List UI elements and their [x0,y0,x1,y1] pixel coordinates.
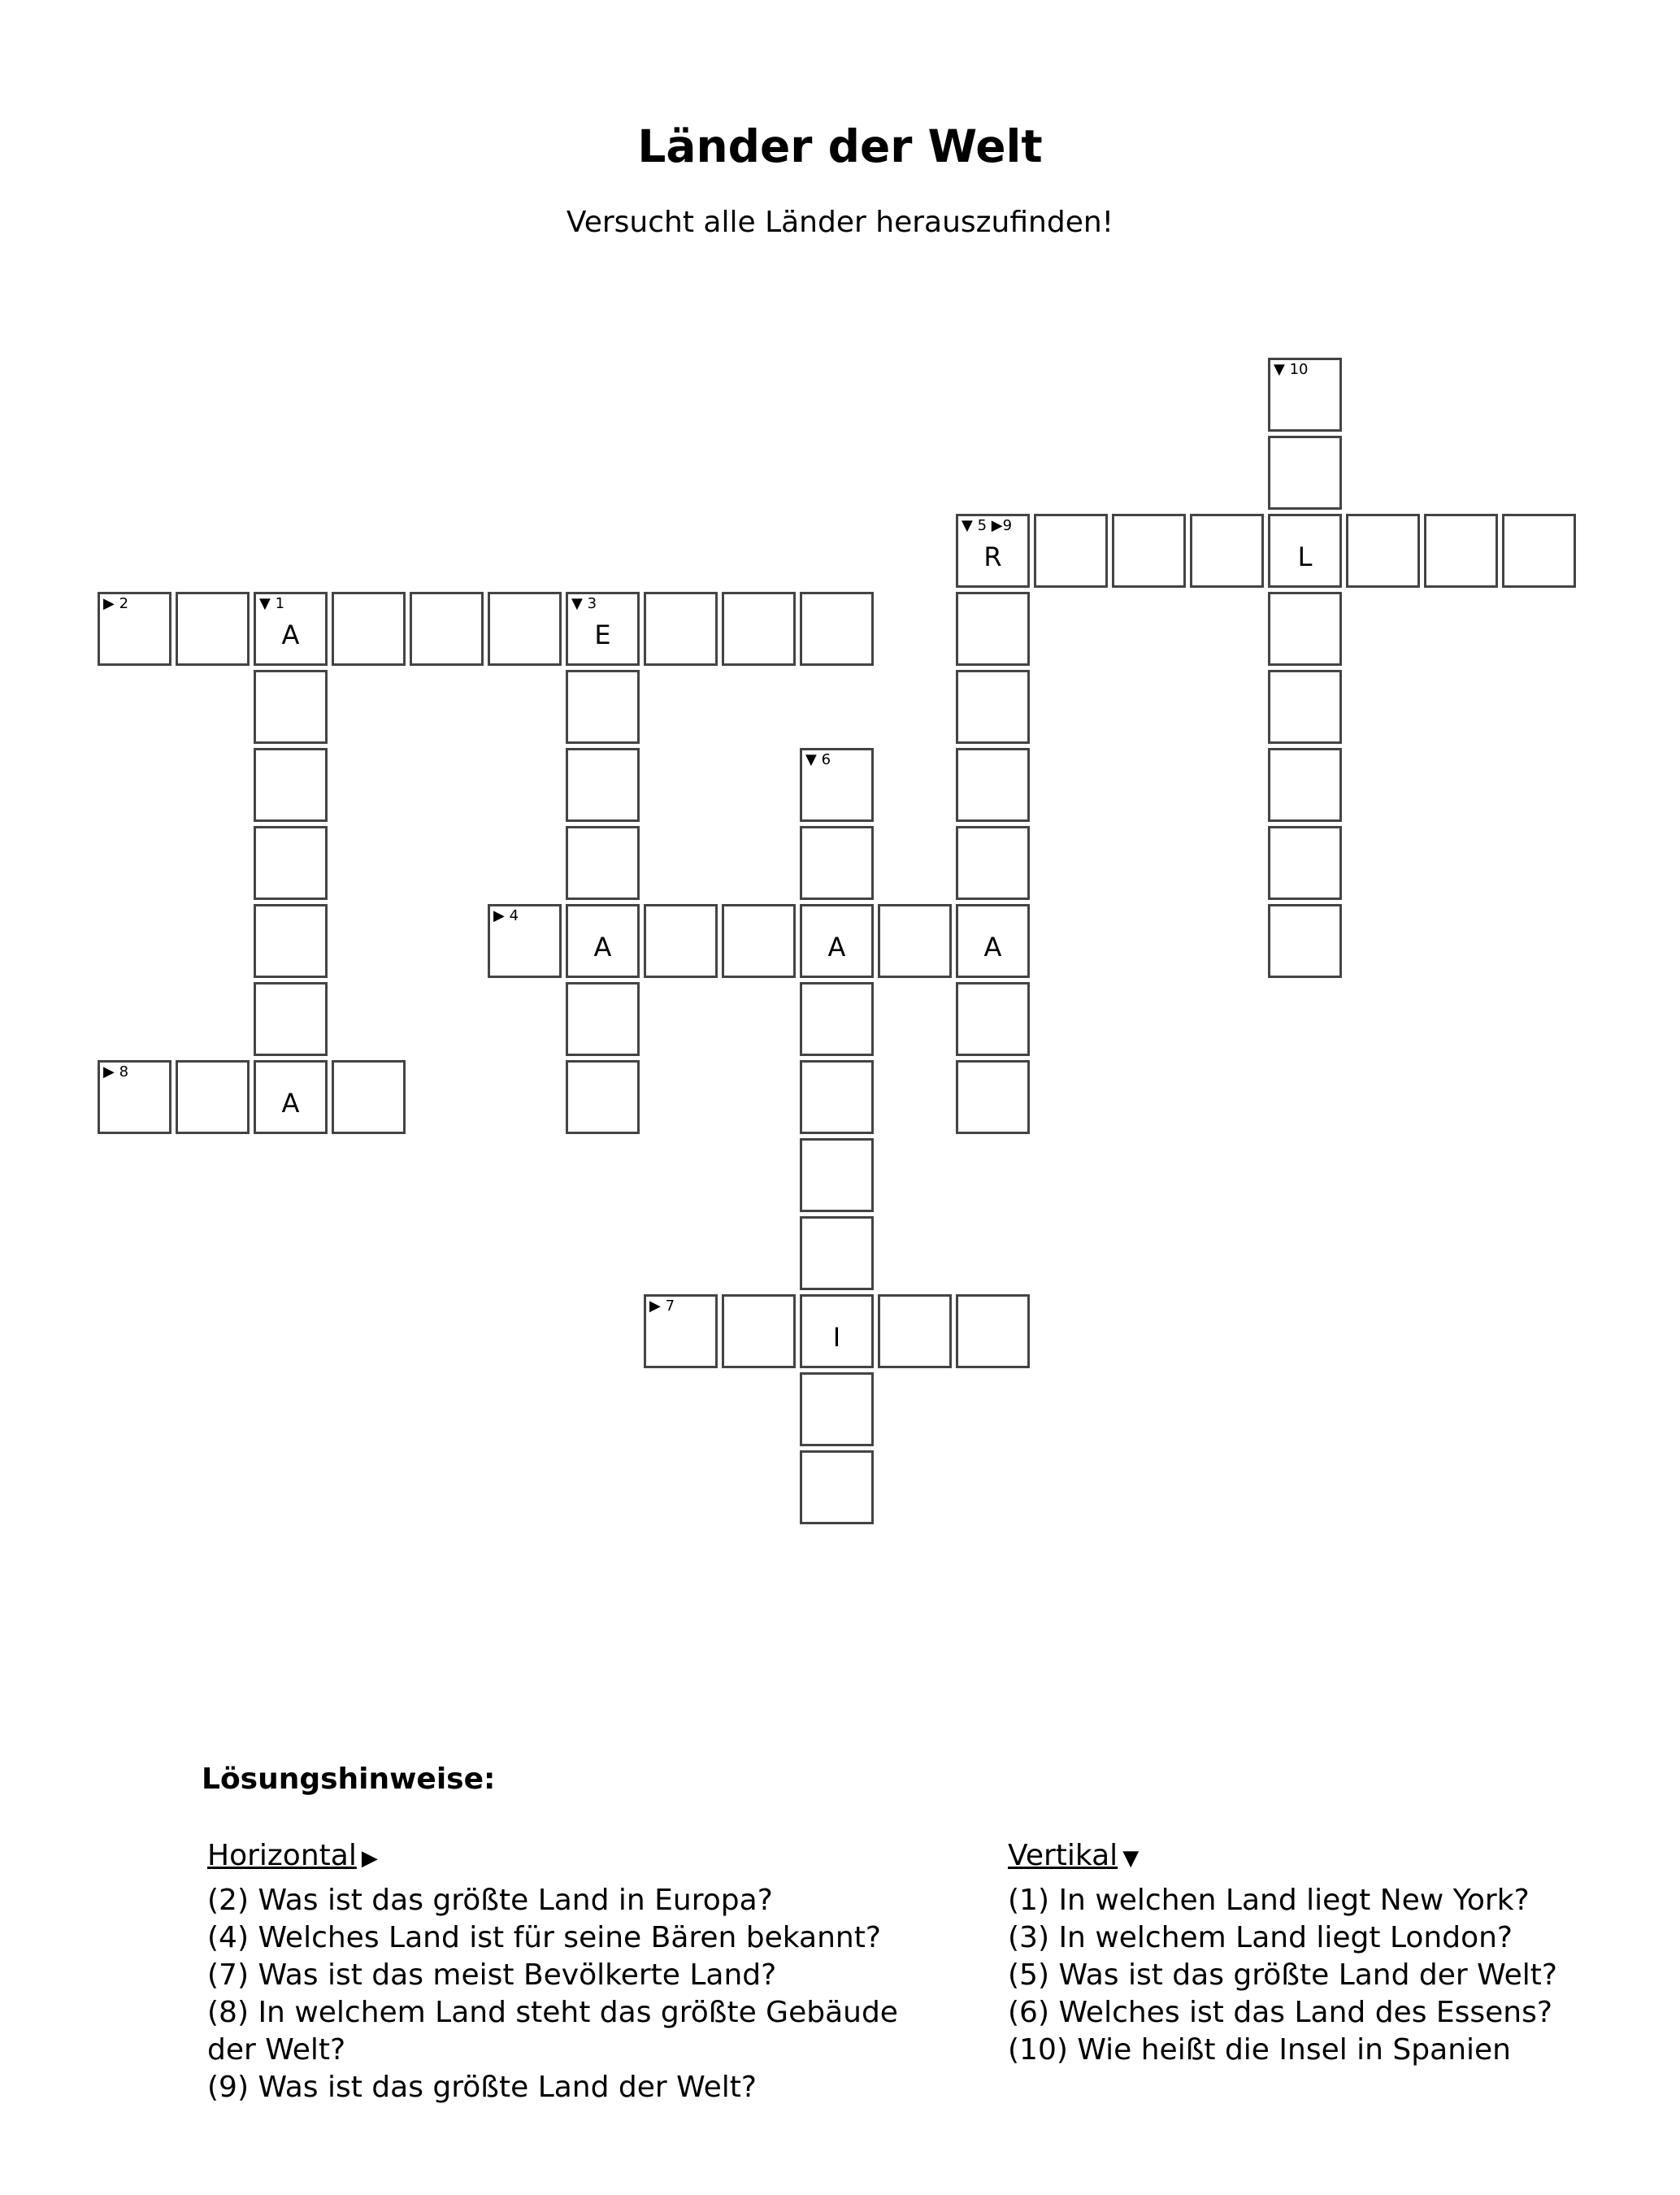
crossword-cell[interactable] [800,1372,874,1446]
crossword-cell[interactable] [878,904,952,978]
crossword-cell[interactable] [566,670,640,744]
crossword-cell[interactable] [176,592,250,666]
crossword-cell[interactable] [1268,514,1342,588]
crossword-cell[interactable] [956,514,1030,588]
crossword-cell[interactable] [254,670,328,744]
clue-vertical-1: (1) In welchen Land liegt New York? [1008,1884,1530,1917]
crossword-cell[interactable] [644,592,718,666]
crossword-cell[interactable] [956,1294,1030,1368]
crossword-cell[interactable] [566,1060,640,1134]
clue-vertical-5: (5) Was ist das größte Land der Welt? [1008,1958,1558,1992]
crossword-cell[interactable] [800,1294,874,1368]
crossword-cell[interactable] [332,1060,406,1134]
crossword-cell[interactable] [644,904,718,978]
crossword-cell[interactable] [956,826,1030,900]
crossword-cell[interactable] [1112,514,1186,588]
crossword-cell[interactable] [254,982,328,1056]
crossword-cell[interactable] [1268,748,1342,822]
clue-number: ▼ 10 [1274,361,1309,378]
crossword-cell[interactable] [566,826,640,900]
vertical-clues [1008,1837,1642,2069]
crossword-cell[interactable] [254,748,328,822]
vertical-heading [1008,1837,1642,1877]
crossword-cell[interactable] [956,904,1030,978]
crossword-cell[interactable] [488,904,562,978]
crossword-cell[interactable] [722,1294,796,1368]
crossword-cell[interactable] [1268,358,1342,432]
clue-horizontal-8: (8) In welchem Land steht das größte Gebäude der Welt? [207,1996,898,2067]
crossword-cell[interactable] [254,826,328,900]
crossword-cell[interactable] [566,592,640,666]
crossword-cell[interactable] [254,1060,328,1134]
crossword-cell[interactable] [332,592,406,666]
crossword-cell[interactable] [254,904,328,978]
given-letter: A [593,932,612,963]
page-title: Länder der Welt [637,120,1043,172]
crossword-cell[interactable] [956,1060,1030,1134]
clue-horizontal-4: (4) Welches Land ist für seine Bären bekannt? [207,1921,881,1954]
crossword-cell[interactable] [644,1294,718,1368]
crossword-cell[interactable] [488,592,562,666]
crossword-cell[interactable] [566,904,640,978]
horizontal-heading [207,1837,939,1877]
clue-number: ▶ 4 [493,907,519,924]
clue-number: ▶ 7 [649,1297,675,1315]
given-letter: A [281,619,300,650]
crossword-cell[interactable] [800,1216,874,1290]
given-letter: E [594,619,611,650]
crossword-cell[interactable] [722,904,796,978]
crossword-cell[interactable] [1268,670,1342,744]
page-subtitle: Versucht alle Länder herauszufinden! [566,206,1114,239]
crossword-cell[interactable] [1268,826,1342,900]
crossword-cell[interactable] [956,670,1030,744]
clue-vertical-3: (3) In welchem Land liegt London? [1008,1921,1513,1954]
clue-horizontal-7: (7) Was ist das meist Bevölkerte Land? [207,1958,777,1992]
crossword-cell[interactable] [956,592,1030,666]
crossword-cell[interactable] [956,982,1030,1056]
crossword-cell[interactable] [878,1294,952,1368]
crossword-cell[interactable] [722,592,796,666]
crossword-cell[interactable] [176,1060,250,1134]
crossword-cell[interactable] [98,1060,171,1134]
clue-number: ▼ 6 [805,751,831,768]
crossword-cell[interactable] [800,826,874,900]
crossword-cell[interactable] [1346,514,1420,588]
horizontal-label: Horizontal [207,1839,357,1872]
clue-vertical-10: (10) Wie heißt die Insel in Spanien [1008,2033,1511,2067]
given-letter: R [983,541,1002,572]
given-letter: A [827,932,846,963]
crossword-cell[interactable] [1268,436,1342,510]
hints-heading: Lösungshinweise: [202,1763,496,1796]
crossword-cell[interactable] [800,592,874,666]
crossword-cell[interactable] [800,982,874,1056]
given-letter: A [281,1088,300,1119]
clue-number: ▼ 1 [259,595,285,612]
crossword-cell[interactable] [1190,514,1264,588]
crossword-cell[interactable] [98,592,171,666]
crossword-cell[interactable] [956,748,1030,822]
clue-number: ▼ 3 [571,595,597,612]
clue-number: ▼ 5 ▶9 [962,517,1013,534]
crossword-cell[interactable] [800,1138,874,1212]
crossword-cell[interactable] [566,982,640,1056]
clue-horizontal-2: (2) Was ist das größte Land in Europa? [207,1884,773,1917]
clue-number: ▶ 8 [103,1063,129,1080]
crossword-cell[interactable] [410,592,484,666]
crossword-cell[interactable] [1268,592,1342,666]
crossword-cell[interactable] [1424,514,1498,588]
clue-number: ▶ 2 [103,595,129,612]
given-letter: A [983,932,1002,963]
crossword-cell[interactable] [1268,904,1342,978]
given-letter: L [1297,541,1313,572]
crossword-cell[interactable] [800,1060,874,1134]
crossword-cell[interactable] [800,904,874,978]
given-letter: I [832,1322,841,1353]
crossword-cell[interactable] [254,592,328,666]
crossword-cell[interactable] [1502,514,1576,588]
crossword-cell[interactable] [800,1450,874,1524]
horizontal-clues [207,1837,939,2106]
vertical-label: Vertikal [1008,1839,1118,1872]
crossword-cell[interactable] [1034,514,1108,588]
crossword-cell[interactable] [566,748,640,822]
right-arrow-icon: ▶ [361,1846,378,1871]
crossword-cell[interactable] [800,748,874,822]
clue-horizontal-9: (9) Was ist das größte Land der Welt? [207,2071,758,2104]
clue-vertical-6: (6) Welches ist das Land des Essens? [1008,1996,1552,2029]
down-arrow-icon: ▼ [1122,1846,1140,1871]
